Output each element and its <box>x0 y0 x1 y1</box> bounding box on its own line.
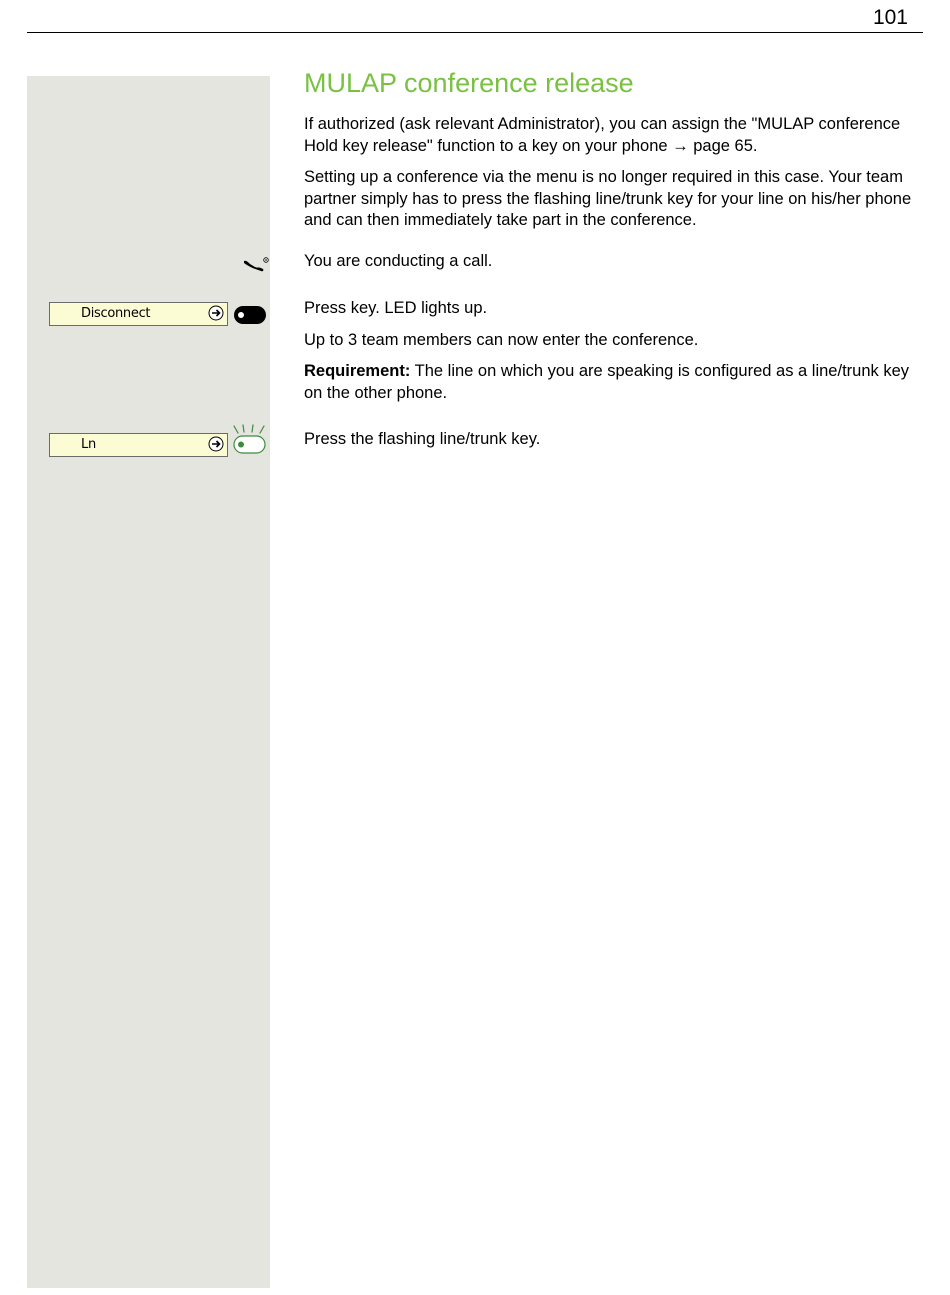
intro-text: If authorized (ask relevant Administrator), you can assign the "MULAP conference Hold key release" function to a key on your phone → page 65. <box>304 115 901 155</box>
disconnect-label-text: Disconnect <box>81 306 151 321</box>
disconnect-note: Up to 3 team members can now enter the conference. <box>304 331 699 349</box>
intro-paragraph: Setting up a conference via the menu is no longer required in this case. Your team partner simply has to press the flashing line/trunk key for your line on his/her phone and can then immediately take part in the conference. <box>304 168 912 229</box>
disconnect-key-label[interactable] <box>49 302 228 326</box>
disconnect-text: Press key. LED lights up. <box>304 299 488 317</box>
requirement-label: Requirement: <box>304 362 411 380</box>
page-number: 101 <box>872 6 908 29</box>
handset-call-icon <box>242 254 270 274</box>
line-label-text: Ln <box>81 437 96 452</box>
arrow-right-icon <box>208 436 224 452</box>
requirement-paragraph <box>304 361 922 404</box>
line-text: Press the flashing line/trunk key. <box>304 430 541 448</box>
key-lit-icon[interactable] <box>233 305 267 325</box>
header-rule <box>27 32 923 33</box>
arrow-right-icon <box>208 305 224 321</box>
call-text: You are conducting a call. <box>304 252 493 270</box>
requirement-text: The line on which you are speaking is configured as a line/trunk key on the other phone. <box>304 362 910 402</box>
section-title: MULAP conference release <box>304 68 634 98</box>
key-flashing-icon[interactable] <box>231 423 269 457</box>
line-key-label[interactable] <box>49 433 228 457</box>
sidebar <box>27 76 270 1288</box>
